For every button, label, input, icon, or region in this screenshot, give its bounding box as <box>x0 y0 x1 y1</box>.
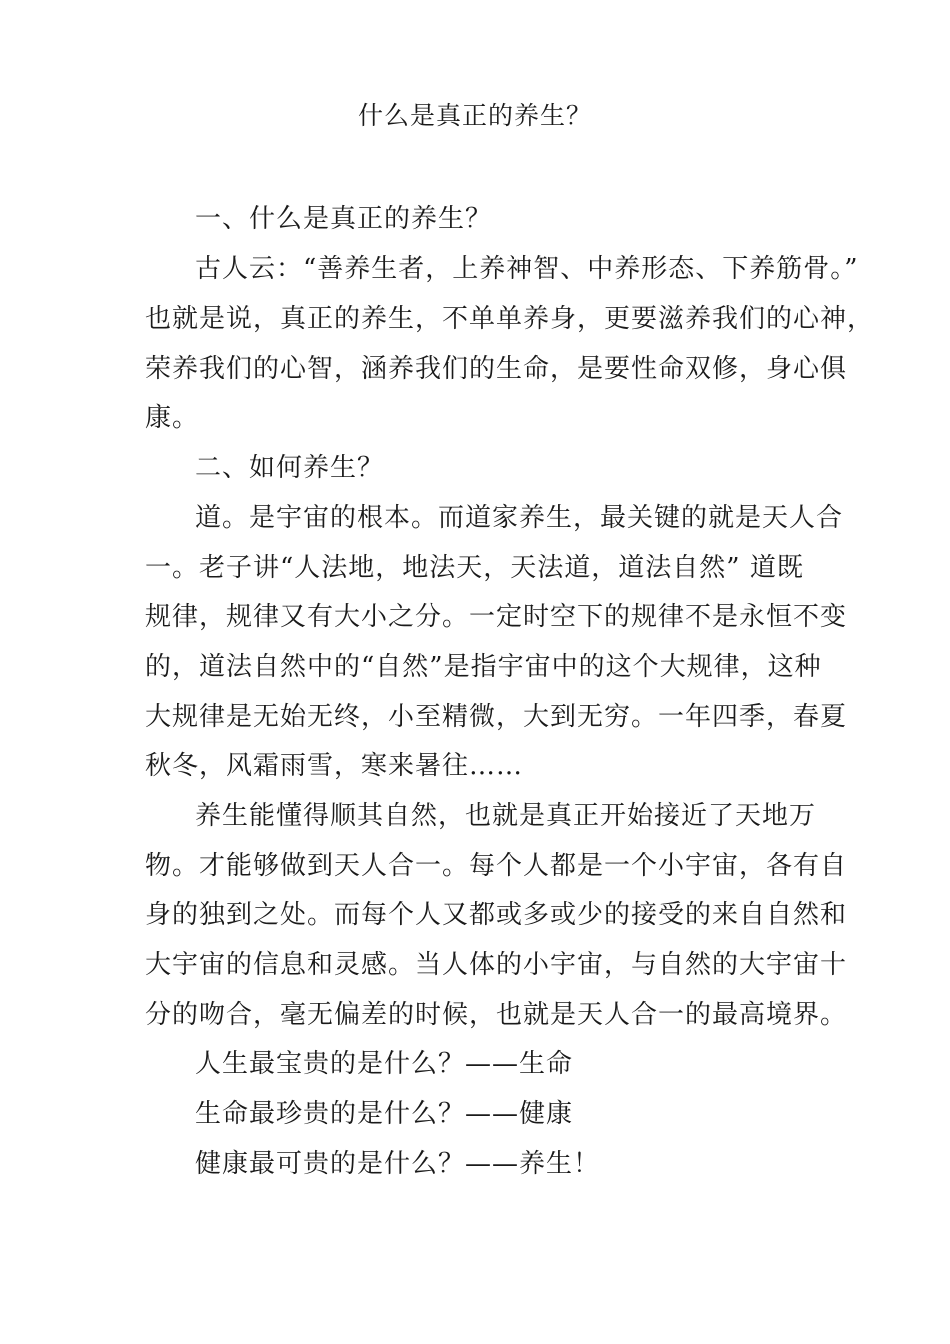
paragraph-line: 荣养我们的心智，涵养我们的生命，是要性命双修，身心俱 <box>145 354 848 384</box>
paragraph-line: 古人云：“善养生者，上养神智、中养形态、下养筋骨。” <box>195 254 859 284</box>
document-title: 什么是真正的养生？ <box>357 101 592 130</box>
paragraph-line: 的，道法自然中的“自然”是指宇宙中的这个大规律，这种 <box>145 652 822 682</box>
paragraph-line: 康。 <box>145 403 200 433</box>
closing-line: 人生最宝贵的是什么？——生命 <box>195 1049 574 1079</box>
paragraph-line: 道。是宇宙的根本。而道家养生，最关键的就是天人合 <box>195 503 844 533</box>
paragraph-line: 一。老子讲“人法地，地法天，天法道，道法自然” 道既 <box>145 553 804 583</box>
paragraph-line: 大规律是无始无终，小至精微，大到无穷。一年四季，春夏 <box>145 702 848 732</box>
paragraph-line: 规律，规律又有大小之分。一定时空下的规律不是永恒不变 <box>145 602 848 632</box>
paragraph-line: 养生能懂得顺其自然，也就是真正开始接近了天地万 <box>195 801 817 831</box>
closing-line: 健康最可贵的是什么？——养生！ <box>195 1149 601 1179</box>
heading-what-is-health: 一、什么是真正的养生？ <box>195 204 493 234</box>
paragraph-line: 身的独到之处。而每个人又都或多或少的接受的来自自然和 <box>145 900 848 930</box>
paragraph-line: 秋冬，风霜雨雪，寒来暑往…… <box>145 751 524 781</box>
closing-line: 生命最珍贵的是什么？——健康 <box>195 1099 574 1129</box>
paragraph-line: 物。才能够做到天人合一。每个人都是一个小宇宙，各有自 <box>145 851 848 881</box>
paragraph-line: 也就是说，真正的养生，不单单养身，更要滋养我们的心神， <box>145 304 875 334</box>
heading-how-to-health: 二、如何养生？ <box>195 453 385 483</box>
paragraph-line: 大宇宙的信息和灵感。当人体的小宇宙，与自然的大宇宙十 <box>145 950 848 980</box>
paragraph-line: 分的吻合，毫无偏差的时候，也就是天人合一的最高境界。 <box>145 1000 848 1030</box>
